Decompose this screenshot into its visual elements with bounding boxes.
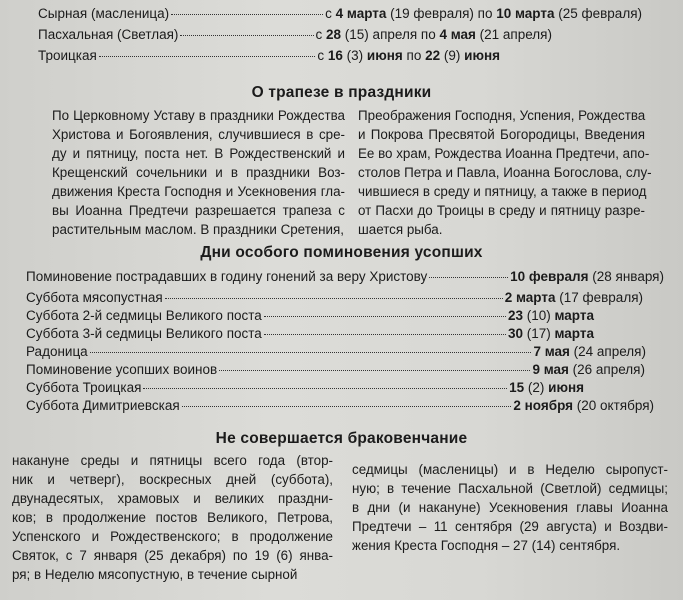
text-line: шается рыба.	[358, 222, 443, 237]
memorial-date: 2 ноября (20 октября)	[513, 398, 654, 413]
wedding-left-column	[12, 451, 333, 584]
leader-dots	[264, 316, 506, 317]
memorial-name: Суббота Димитриевская	[26, 398, 180, 413]
text-line: Ее во храм, Рождества Иоанна Предтечи, апо-	[358, 146, 650, 161]
text-line: ник и четверг), воскресных дней (суббота),	[12, 472, 333, 487]
memorial-heading: Дни особого поминовения усопших	[200, 244, 483, 261]
text-line: седмицы (масленицы) и в Неделю сыропуст-	[352, 462, 668, 477]
memorial-name: Поминовение пострадавших в годину гонений за веру Христову	[26, 269, 428, 284]
wedding-right-column	[352, 460, 668, 555]
text-line: Крещенский сочельники и в праздники Воз-	[52, 165, 345, 180]
memorial-name: Поминовение усопших воинов	[26, 362, 218, 377]
memorial-date: 15 (2) июня	[509, 380, 584, 395]
text-line: ков; в продолжение постов Великого, Петрова,	[12, 510, 333, 525]
leader-dots	[171, 14, 323, 15]
memorial-row	[26, 269, 664, 284]
leader-dots	[219, 370, 530, 371]
meal-right-column	[358, 106, 652, 239]
memorial-row	[26, 344, 646, 359]
memorial-name: Суббота 2-й седмицы Великого поста	[26, 308, 262, 323]
week-name: Троицкая	[38, 48, 97, 63]
memorial-row	[26, 308, 594, 323]
text-line: Успенского и Рождественского; в продолжение	[12, 529, 333, 544]
memorial-date: 30 (17) марта	[507, 326, 594, 341]
week-name: Пасхальная (Светлая)	[38, 27, 179, 42]
text-line: вы Иоанна Предтечи разрешается трапеза с	[52, 203, 345, 218]
memorial-date: 10 февраля (28 января)	[510, 269, 664, 284]
text-line: Христова и Богоявления, случившиеся в сре-	[52, 127, 345, 142]
text-line: По Церковному Уставу в праздники Рождества	[52, 108, 345, 123]
leader-dots	[182, 406, 512, 407]
text-line: столов Петра и Павла, Иоанна Богослова, слу-	[358, 165, 652, 180]
memorial-row	[26, 290, 643, 305]
week-dates: с 16 (3) июня по 22 (9) июня	[317, 48, 500, 63]
text-line: ря; в Неделю мясопустную, в течение сырной	[12, 567, 298, 582]
memorial-date: 2 марта (17 февраля)	[504, 290, 643, 305]
text-line: Преображения Господня, Успения, Рождества	[358, 108, 646, 123]
text-line: чившиеся в среду и пятницу, а также в период	[358, 184, 647, 199]
memorial-row	[26, 380, 584, 395]
week-dates: с 28 (15) апреля по 4 мая (21 апреля)	[315, 27, 552, 42]
week-row-troitskaya	[38, 48, 500, 63]
text-line: в дни (и накануне) Усекновения главы Иоанна	[352, 500, 668, 515]
week-row-paskhalnaya	[38, 27, 552, 42]
leader-dots	[90, 352, 532, 353]
text-line: жения Креста Господня – 27 (14) сентября.	[352, 538, 621, 553]
text-line: ную; в течение Пасхальной (Светлой) седмицы;	[352, 481, 668, 496]
leader-dots	[180, 35, 313, 36]
meal-left-column	[52, 106, 345, 239]
memorial-name: Радоница	[26, 344, 88, 359]
week-dates: с 4 марта (19 февраля) по 10 марта (25 февраля)	[325, 6, 642, 21]
text-line: от Пасхи до Троицы в среду и пятницу разре-	[358, 203, 645, 218]
memorial-date: 9 мая (26 апреля)	[532, 362, 645, 377]
memorial-date: 7 мая (24 апреля)	[533, 344, 646, 359]
memorial-name: Суббота мясопустная	[26, 290, 163, 305]
week-name: Сырная (масленица)	[38, 6, 170, 21]
text-line: Предтечи – 11 сентября (29 августа) и Воздви-	[352, 519, 668, 534]
text-line: накануне среды и пятницы всего года (втор-	[12, 453, 333, 468]
text-line: и Покрова Пресвятой Богородицы, Введения	[358, 127, 645, 142]
text-line: движения Креста Господня и Усекновения гла-	[52, 184, 345, 199]
memorial-row	[26, 362, 645, 377]
text-line: двунадесятых, храмовых и великих праздни-	[12, 491, 333, 506]
text-line: ду и пятницу, поста нет. В Рождественский и	[52, 146, 345, 161]
memorial-date: 23 (10) марта	[507, 308, 594, 323]
week-row-syrnaya	[38, 6, 642, 21]
memorial-row	[26, 398, 654, 413]
meal-heading: О трапезе в праздники	[251, 84, 432, 101]
memorial-row	[26, 326, 594, 341]
leader-dots	[143, 388, 507, 389]
memorial-name: Суббота 3-й седмицы Великого поста	[26, 326, 262, 341]
leader-dots	[165, 298, 503, 299]
leader-dots	[264, 334, 506, 335]
memorial-name: Суббота Троицкая	[26, 380, 142, 395]
text-line: растительным маслом. В праздники Сретения,	[52, 222, 344, 237]
text-line: Святок, с 7 января (25 декабря) по 19 (6) янва-	[12, 548, 333, 563]
wedding-heading: Не совершается браковенчание	[215, 430, 468, 447]
leader-dots	[99, 56, 316, 57]
leader-dots	[429, 277, 508, 278]
